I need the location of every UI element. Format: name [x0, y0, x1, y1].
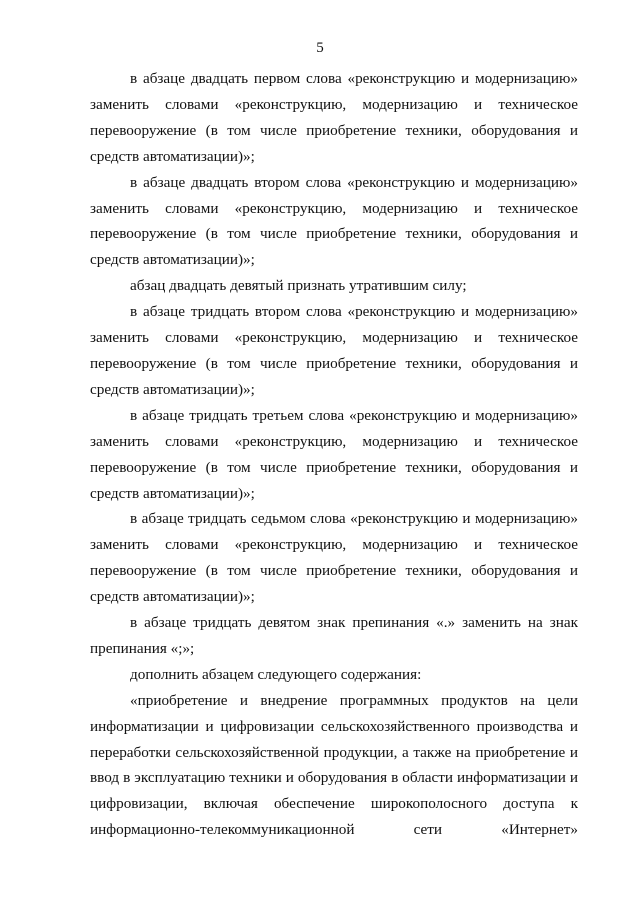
- paragraph-4: в абзаце тридцать втором слова «реконструкцию и модернизацию» заменить словами «реконструкцию, модернизацию и техническое перевооружение (в том числе приобретение техники, оборудования и средств автоматизации)»;: [90, 303, 578, 398]
- paragraph-7: в абзаце тридцать девятом знак препинания «.» заменить на знак препинания «;»;: [90, 614, 578, 657]
- paragraph-9: «приобретение и внедрение программных продуктов на цели информатизации и цифровизации сельскохозяйственного производства и переработки сельскохозяйственной продукции, а также на приобретение и ввод в эксплуатацию техники и оборудования в области информатизации и цифровизации, включая обеспечение широкополосного доступа к информационно-телекоммуникационной сети «Интернет»: [90, 691, 578, 839]
- paragraph-3: абзац двадцать девятый признать утратившим силу;: [130, 277, 467, 295]
- document-body: [90, 66, 578, 843]
- page-number: 5: [316, 40, 324, 56]
- paragraph-5: в абзаце тридцать третьем слова «реконструкцию и модернизацию» заменить словами «реконструкцию, модернизацию и техническое перевооружение (в том числе приобретение техники, оборудования и средств автоматизации)»;: [90, 406, 578, 502]
- paragraph-8: дополнить абзацем следующего содержания:: [130, 665, 422, 683]
- paragraph-6: в абзаце тридцать седьмом слова «реконструкцию и модернизацию» заменить словами «реконструкцию, модернизацию и техническое перевооружение (в том числе приобретение техники, оборудования и средств автоматизации)»;: [90, 510, 578, 606]
- paragraph-1: в абзаце двадцать первом слова «реконструкцию и модернизацию» заменить словами «реконструкцию, модернизацию и техническое перевооружение (в том числе приобретение техники, оборудования и средств автоматизации)»;: [90, 70, 578, 165]
- paragraph-2: в абзаце двадцать втором слова «реконструкцию и модернизацию» заменить словами «реконструкцию, модернизацию и техническое перевооружение (в том числе приобретение техники, оборудования и средств автоматизации)»;: [90, 173, 578, 269]
